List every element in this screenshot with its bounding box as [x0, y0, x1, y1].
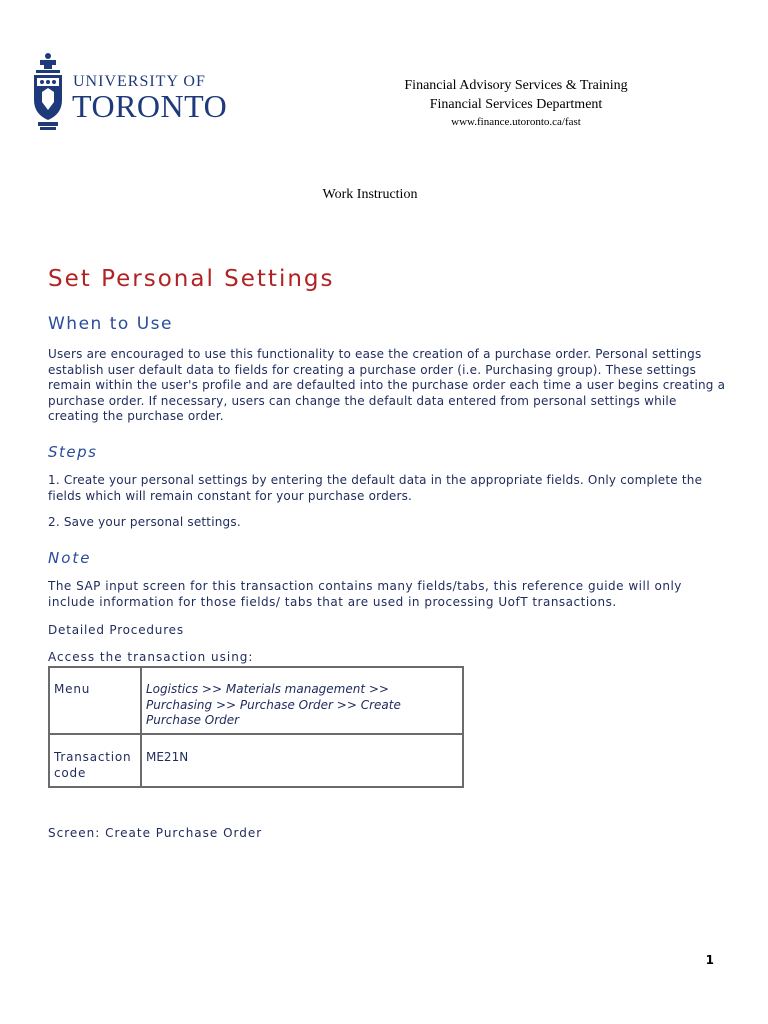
- header-info: [366, 76, 666, 130]
- page-title: Set Personal Settings: [48, 266, 335, 292]
- university-logo: [30, 50, 250, 132]
- step-item: 2. Save your personal settings.: [48, 515, 241, 529]
- access-label: Access the transaction using:: [48, 650, 254, 664]
- detailed-procedures-label: Detailed Procedures: [48, 623, 184, 637]
- note-heading: Note: [48, 549, 92, 567]
- header-org: Financial Advisory Services & Training: [404, 78, 628, 93]
- table-row: [49, 734, 463, 787]
- header-url[interactable]: www.finance.utoronto.ca/fast: [451, 116, 581, 128]
- steps-heading: Steps: [48, 443, 98, 461]
- logo-line1: UNIVERSITY OF: [73, 73, 206, 90]
- logo-line2: TORONTO: [72, 88, 228, 124]
- table-cell-menu-path: Logistics >> Materials management >> Purchasing >> Purchase Order >> Create Purchase Order: [141, 667, 463, 734]
- screen-label: Screen: Create Purchase Order: [48, 826, 263, 840]
- note-body: The SAP input screen for this transaction contains many fields/tabs, this reference guide will only include information for those fields/ tabs that are used in processing UofT transactions.: [48, 579, 682, 609]
- table-cell-transaction-code: ME21N: [141, 734, 463, 787]
- table-cell-label: Transaction code: [49, 734, 141, 787]
- doc-type: Work Instruction: [322, 187, 418, 202]
- page-number: 1: [705, 953, 714, 967]
- when-to-use-heading: When to Use: [48, 314, 173, 334]
- table-cell-label: Menu: [49, 667, 141, 734]
- table-row: [49, 667, 463, 734]
- step-item: 1. Create your personal settings by entering the default data in the appropriate fields. Only complete the fields which will remain constant for your purchase orders.: [48, 473, 703, 503]
- when-to-use-body: Users are encouraged to use this functionality to ease the creation of a purchase order. Personal settings establish user default data to fields for creating a purchase order (i.e. Purchasing group). These settings remain within the user's profile and are defaulted into the purchase order each time a user begins creating a purchase order. If necessary, users can change the default data entered from personal settings while creating the purchase order.: [48, 347, 726, 423]
- transaction-table: [48, 666, 464, 788]
- header-dept: Financial Services Department: [429, 97, 603, 112]
- crest-icon: [30, 50, 66, 132]
